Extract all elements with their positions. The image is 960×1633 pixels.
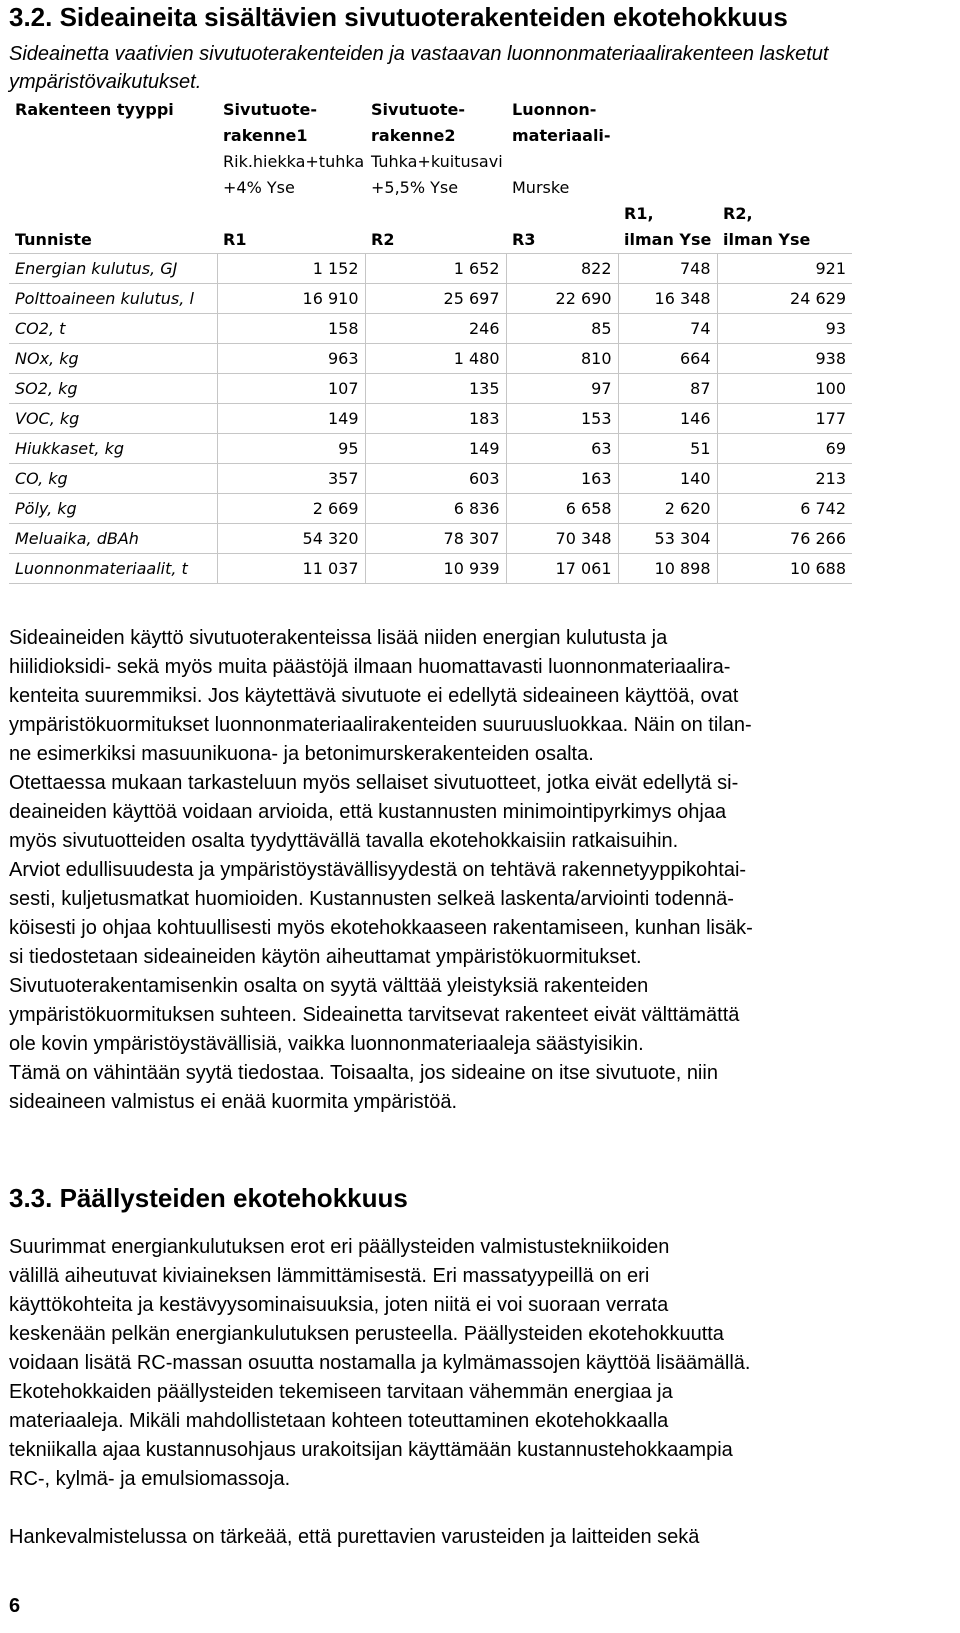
table-header-cell <box>618 123 717 149</box>
table-header-cell <box>9 149 217 175</box>
table-row <box>9 464 852 494</box>
text-line: köisesti jo ohjaa kohtuullisesti myös ekotehokkaaseen rakentamiseen, kunhan lisäk- <box>9 917 753 939</box>
table-cell-value: 70 348 <box>506 524 618 554</box>
row-label: SO2, kg <box>9 374 217 404</box>
text-line: Ekotehokkaiden päällysteiden tekemiseen tarvitaan vähemmän energiaa ja <box>9 1381 673 1403</box>
row-label: NOx, kg <box>9 344 217 374</box>
table-cell-value: 246 <box>365 314 506 344</box>
table-header-cell: rakenne2 <box>371 126 456 145</box>
text-line: Sideaineiden käyttö sivutuoterakenteissa lisää niiden energian kulutusta ja <box>9 627 668 649</box>
table-row <box>9 404 852 434</box>
table-cell-value: 63 <box>506 434 618 464</box>
table-cell-value: 51 <box>618 434 717 464</box>
row-label: Polttoaineen kulutus, l <box>9 284 217 314</box>
table-cell-value: 78 307 <box>365 524 506 554</box>
paragraph-ekotehokkaat <box>9 1378 953 1494</box>
table-header-cell: R3 <box>506 227 618 254</box>
table-cell-value: 16 348 <box>618 284 717 314</box>
row-label: Energian kulutus, GJ <box>9 254 217 284</box>
table-cell-value: 183 <box>365 404 506 434</box>
table-header-row <box>9 175 852 201</box>
table-caption: Sideainetta vaativien sivutuoterakenteiden ja vastaavan luonnonmateriaalirakenteen lasketut ympäristövaikutukset. <box>9 43 829 93</box>
table-cell-value: 822 <box>506 254 618 284</box>
table-cell-value: 16 910 <box>217 284 365 314</box>
table-cell-value: 2 669 <box>217 494 365 524</box>
table-header-cell <box>618 175 717 201</box>
paragraph-sideaineet <box>9 624 953 1117</box>
table-header-cell: +5,5% Yse <box>371 178 459 197</box>
text-line: hiilidioksidi- sekä myös muita päästöjä ilmaan huomattavasti luonnonmateriaalira- <box>9 656 731 678</box>
text-line: RC-, kylmä- ja emulsiomassoja. <box>9 1468 291 1490</box>
row-label: Luonnonmateriaalit, t <box>9 554 217 584</box>
row-label: VOC, kg <box>9 404 217 434</box>
table-cell-value: 87 <box>618 374 717 404</box>
text-line: Arviot edullisuudesta ja ympäristöystävällisyydestä on tehtävä rakennetyyppikohtai- <box>9 859 747 881</box>
table-row <box>9 254 852 284</box>
row-label: CO2, t <box>9 314 217 344</box>
table-header-cell <box>717 175 852 201</box>
table-cell-value: 810 <box>506 344 618 374</box>
table-cell-value: 10 898 <box>618 554 717 584</box>
row-label: Meluaika, dBAh <box>9 524 217 554</box>
table-cell-value: 6 742 <box>717 494 852 524</box>
table-cell-value: 85 <box>506 314 618 344</box>
table-cell-value: 100 <box>717 374 852 404</box>
text-line: ympäristökuormitukset luonnonmateriaalirakenteiden suuruusluokkaa. Näin on tilan- <box>9 714 752 736</box>
text-line: ole kovin ympäristöystävällisiä, vaikka luonnonmateriaaleja säästyisikin. <box>9 1033 644 1055</box>
table-cell-value: 213 <box>717 464 852 494</box>
table-cell-value: 158 <box>217 314 365 344</box>
table-header-row <box>9 227 852 254</box>
text-line: si tiedostetaan sideaineiden käytön aiheuttamat ympäristökuormitukset. <box>9 946 642 968</box>
table-cell-value: 22 690 <box>506 284 618 314</box>
text-line: Sivutuoterakentamisenkin osalta on syytä välttää yleistyksiä rakenteiden <box>9 975 649 997</box>
table-cell-value: 1 480 <box>365 344 506 374</box>
table-header-row <box>9 97 852 123</box>
table-cell-value: 53 304 <box>618 524 717 554</box>
table-cell-value: 54 320 <box>217 524 365 554</box>
table-cell-value: 135 <box>365 374 506 404</box>
table-cell-value: 146 <box>618 404 717 434</box>
table-cell-value: 11 037 <box>217 554 365 584</box>
table-header-cell: R1 <box>217 227 365 254</box>
text-line: keskenään pelkän energiankulutuksen perusteella. Päällysteiden ekotehokkuutta <box>9 1323 724 1345</box>
table-header-cell <box>717 97 852 123</box>
table-header-cell: materiaali- <box>512 126 611 145</box>
table-cell-value: 938 <box>717 344 852 374</box>
text-line: Otettaessa mukaan tarkasteluun myös sellaiset sivutuotteet, jotka eivät edellytä si- <box>9 772 739 794</box>
paragraph-hankevalmistelu <box>9 1523 953 1552</box>
table-header-cell: ilman Yse <box>618 227 717 254</box>
table-cell-value: 10 939 <box>365 554 506 584</box>
row-label: Hiukkaset, kg <box>9 434 217 464</box>
table-cell-value: 69 <box>717 434 852 464</box>
table-header-cell <box>9 175 217 201</box>
table-cell-value: 603 <box>365 464 506 494</box>
text-line: kenteita suuremmiksi. Jos käytettävä sivutuote ei edellytä sideaineen käyttöä, ovat <box>9 685 739 707</box>
table-header-cell: Murske <box>512 178 570 197</box>
emissions-table-image <box>9 97 852 588</box>
text-line: käyttökohteita ja kestävyysominaisuuksia, joten niitä ei voi suoraan verrata <box>9 1294 669 1316</box>
table-header-row <box>9 201 852 227</box>
table-header-cell <box>618 97 717 123</box>
text-line: Suurimmat energiankulutuksen erot eri päällysteiden valmistustekniikoiden <box>9 1236 670 1258</box>
table-row <box>9 284 852 314</box>
table-cell-value: 748 <box>618 254 717 284</box>
table-header-cell: rakenne1 <box>223 126 308 145</box>
table-header-cell <box>365 201 506 227</box>
table-header-cell <box>717 123 852 149</box>
table-cell-value: 149 <box>217 404 365 434</box>
table-header-cell: Tuhka+kuitusavi <box>371 152 503 171</box>
table-header-row <box>9 149 852 175</box>
table-cell-value: 107 <box>217 374 365 404</box>
table-header-cell: Tunniste <box>9 227 217 254</box>
table-row <box>9 434 852 464</box>
emissions-table <box>9 97 852 584</box>
table-header-cell: Sivutuote- <box>223 100 317 119</box>
paragraph-energiankulutus <box>9 1233 953 1378</box>
text-line: ympäristökuormituksen suhteen. Sideainetta tarvitsevat rakenteet eivät välttämättä <box>9 1004 740 1026</box>
text-line: välillä aiheutuvat kiviaineksen lämmittämisestä. Eri massatyypeillä on eri <box>9 1265 650 1287</box>
text-line: ne esimerkiksi masuunikuona- ja betonimurskerakenteiden osalta. <box>9 743 594 765</box>
text-line: tekniikalla ajaa kustannusohjaus urakoitsijan käyttämään kustannustehokkaampia <box>9 1439 733 1461</box>
table-cell-value: 17 061 <box>506 554 618 584</box>
text-line: voidaan lisätä RC-massan osuutta nostamalla ja kylmämassojen käyttöä lisäämällä. <box>9 1352 751 1374</box>
table-header-cell: ilman Yse <box>717 227 852 254</box>
table-header-cell: R2, <box>723 204 753 223</box>
table-cell-value: 163 <box>506 464 618 494</box>
table-cell-value: 921 <box>717 254 852 284</box>
text-line: sesti, kuljetusmatkat huomioiden. Kustannusten selkeä laskenta/arviointi todennä- <box>9 888 734 910</box>
table-cell-value: 97 <box>506 374 618 404</box>
table-row <box>9 554 852 584</box>
table-row <box>9 314 852 344</box>
table-cell-value: 2 620 <box>618 494 717 524</box>
row-label: Pöly, kg <box>9 494 217 524</box>
table-cell-value: 153 <box>506 404 618 434</box>
table-row <box>9 374 852 404</box>
table-row <box>9 344 852 374</box>
table-row <box>9 524 852 554</box>
table-header-cell: Sivutuote- <box>371 100 465 119</box>
table-cell-value: 76 266 <box>717 524 852 554</box>
table-cell-value: 1 152 <box>217 254 365 284</box>
table-cell-value: 25 697 <box>365 284 506 314</box>
table-cell-value: 10 688 <box>717 554 852 584</box>
table-header-cell <box>217 201 365 227</box>
table-header-cell: Luonnon- <box>512 100 597 119</box>
table-cell-value: 177 <box>717 404 852 434</box>
table-cell-value: 963 <box>217 344 365 374</box>
text-line: sideaineen valmistus ei enää kuormita ympäristöä. <box>9 1091 457 1113</box>
table-row <box>9 494 852 524</box>
table-header-cell: R1, <box>624 204 654 223</box>
table-header-cell: Rakenteen tyyppi <box>15 100 174 119</box>
table-cell-value: 1 652 <box>365 254 506 284</box>
table-header-cell <box>618 149 717 175</box>
section-heading-3-3: 3.3. Päällysteiden ekotehokkuus <box>9 1183 408 1213</box>
table-header-cell <box>506 201 618 227</box>
table-cell-value: 74 <box>618 314 717 344</box>
table-cell-value: 93 <box>717 314 852 344</box>
table-header-cell: R2 <box>365 227 506 254</box>
table-cell-value: 95 <box>217 434 365 464</box>
table-header-cell <box>9 201 217 227</box>
table-cell-value: 149 <box>365 434 506 464</box>
table-header-cell <box>717 149 852 175</box>
page-number: 6 <box>9 1595 21 1617</box>
table-cell-value: 6 836 <box>365 494 506 524</box>
table-cell-value: 6 658 <box>506 494 618 524</box>
table-cell-value: 140 <box>618 464 717 494</box>
row-label: CO, kg <box>9 464 217 494</box>
table-header-cell <box>9 123 217 149</box>
text-line: myös sivutuotteiden osalta tyydyttävällä tavalla ekotehokkaisiin ratkaisuihin. <box>9 830 679 852</box>
text-line: deaineiden käyttöä voidaan arvioida, että kustannusten minimointipyrkimys ohjaa <box>9 801 727 823</box>
text-line: Tämä on vähintään syytä tiedostaa. Toisaalta, jos sideaine on itse sivutuote, niin <box>9 1062 718 1084</box>
table-header-cell: +4% Yse <box>223 178 295 197</box>
text-line: Hankevalmistelussa on tärkeää, että purettavien varusteiden ja laitteiden sekä <box>9 1526 700 1548</box>
section-heading-3-2: 3.2. Sideaineita sisältävien sivutuoterakenteiden ekotehokkuus <box>9 2 788 32</box>
table-cell-value: 24 629 <box>717 284 852 314</box>
text-line: materiaaleja. Mikäli mahdollistetaan kohteen toteuttaminen ekotehokkaalla <box>9 1410 669 1432</box>
table-header-cell <box>506 149 618 175</box>
table-header-row <box>9 123 852 149</box>
table-cell-value: 664 <box>618 344 717 374</box>
table-cell-value: 357 <box>217 464 365 494</box>
table-header-cell: Rik.hiekka+tuhka <box>223 152 365 171</box>
